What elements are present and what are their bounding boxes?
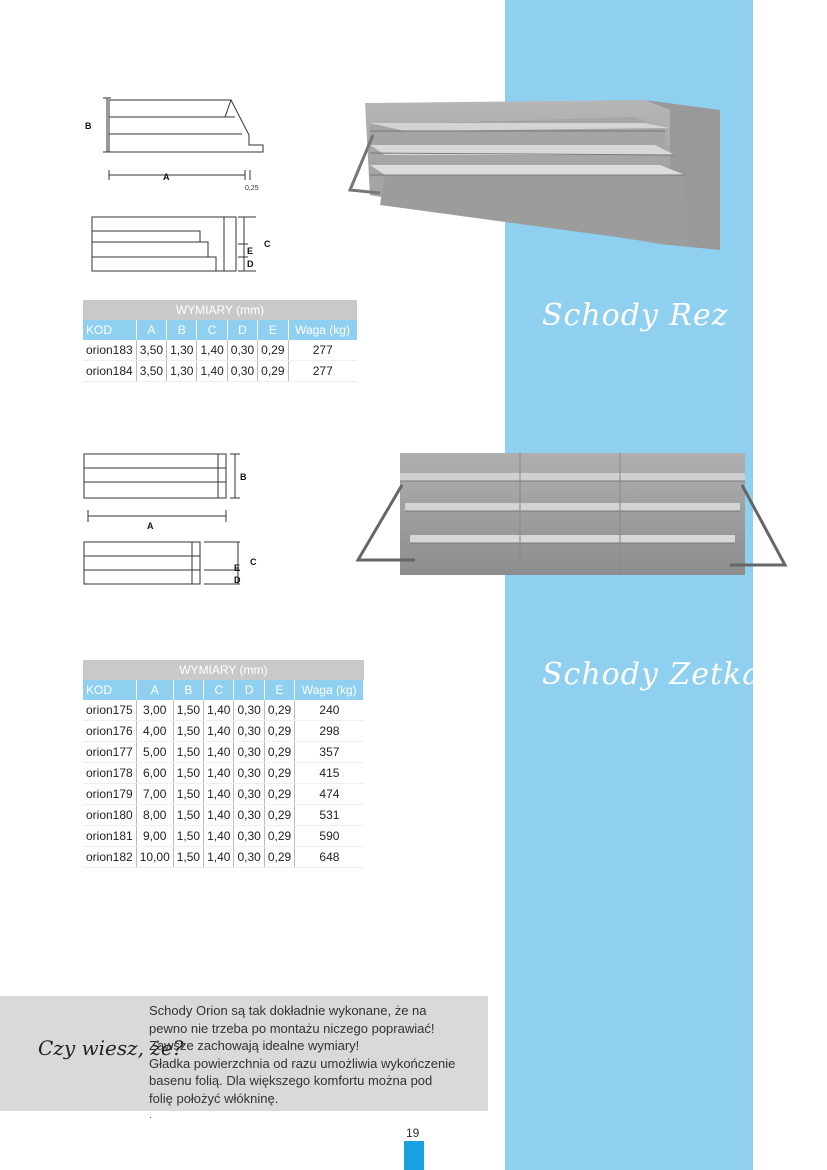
zetka-table-cell: 0,29 bbox=[264, 805, 294, 826]
did-you-know-line: Zawsze zachowają idealne wymiary! bbox=[149, 1038, 360, 1053]
rez-table-cell: 1,30 bbox=[167, 361, 197, 382]
rez-header-cell: A bbox=[136, 320, 166, 340]
rez-front-diagram bbox=[88, 212, 268, 274]
zetka-table-cell: 1,50 bbox=[173, 721, 203, 742]
table-row bbox=[83, 361, 357, 382]
page-tab-marker bbox=[404, 1141, 424, 1170]
rez-side-diagram bbox=[95, 95, 270, 195]
zetka-table-cell: 1,50 bbox=[173, 847, 203, 868]
zetka-table-cell: 0,29 bbox=[264, 700, 294, 721]
did-you-know-line: basenu folią. Dla większego komfortu można pod bbox=[149, 1073, 433, 1088]
zetka-title: Schody Zetka bbox=[542, 657, 762, 692]
zetka-side-diagram bbox=[80, 450, 245, 525]
zetka-table-cell: 3,00 bbox=[136, 700, 173, 721]
rez-header-cell: B bbox=[167, 320, 197, 340]
zetka-header-cell: B bbox=[173, 680, 203, 700]
table-row bbox=[83, 721, 364, 742]
zetka-table-cell: 4,00 bbox=[136, 721, 173, 742]
table-row bbox=[83, 340, 357, 361]
zetka-table-cell: 1,40 bbox=[204, 763, 234, 784]
zetka-table-cell: 1,50 bbox=[173, 805, 203, 826]
zetka-dim-a: A bbox=[147, 521, 154, 531]
zetka-table-cell: orion177 bbox=[83, 742, 136, 763]
rez-dim-a: A bbox=[163, 172, 170, 182]
zetka-table-cell: 0,30 bbox=[234, 847, 264, 868]
table-row bbox=[83, 784, 364, 805]
zetka-table-cell: 1,40 bbox=[204, 700, 234, 721]
zetka-table-cell: 0,29 bbox=[264, 742, 294, 763]
rez-spec-table bbox=[83, 300, 358, 382]
zetka-table-cell: orion179 bbox=[83, 784, 136, 805]
zetka-table-cell: 648 bbox=[295, 847, 364, 868]
rez-table-cell: 3,50 bbox=[136, 340, 166, 361]
rez-table-cell: 0,29 bbox=[258, 340, 288, 361]
zetka-table-cell: orion182 bbox=[83, 847, 136, 868]
rez-table-cell: 277 bbox=[288, 340, 357, 361]
zetka-table-cell: 0,30 bbox=[234, 742, 264, 763]
zetka-table-cell: orion175 bbox=[83, 700, 136, 721]
table-row bbox=[83, 826, 364, 847]
zetka-table-cell: 1,50 bbox=[173, 700, 203, 721]
zetka-table-cell: 0,30 bbox=[234, 784, 264, 805]
rez-dim-offset: 0,25 bbox=[245, 185, 259, 192]
zetka-table-cell: 0,30 bbox=[234, 721, 264, 742]
zetka-table-cell: 10,00 bbox=[136, 847, 173, 868]
page-number: 19 bbox=[406, 1126, 420, 1140]
zetka-table-cell: orion180 bbox=[83, 805, 136, 826]
zetka-table-cell: 0,30 bbox=[234, 700, 264, 721]
zetka-table-cell: 0,29 bbox=[264, 847, 294, 868]
rez-dim-e: E bbox=[247, 246, 254, 256]
zetka-header-cell: A bbox=[136, 680, 173, 700]
zetka-table-cell: 0,30 bbox=[234, 826, 264, 847]
zetka-dim-e: E bbox=[234, 563, 241, 573]
zetka-table-cell: 415 bbox=[295, 763, 364, 784]
zetka-table-cell: 0,29 bbox=[264, 721, 294, 742]
zetka-table-cell: 1,50 bbox=[173, 826, 203, 847]
zetka-table-cell: 1,40 bbox=[204, 826, 234, 847]
rez-header-cell: E bbox=[258, 320, 288, 340]
zetka-stairs-photo bbox=[350, 445, 790, 580]
zetka-header-cell: D bbox=[234, 680, 264, 700]
rez-table-cell: 0,30 bbox=[227, 340, 257, 361]
did-you-know-title: Czy wiesz, że? bbox=[38, 1036, 184, 1060]
rez-table-cell: 0,30 bbox=[227, 361, 257, 382]
zetka-table-cell: 0,29 bbox=[264, 763, 294, 784]
zetka-table-cell: orion176 bbox=[83, 721, 136, 742]
table-row bbox=[83, 847, 364, 868]
trailing-dot: . bbox=[149, 1110, 152, 1121]
rez-header-cell: Waga (kg) bbox=[288, 320, 357, 340]
rez-table-cell: orion184 bbox=[83, 361, 136, 382]
zetka-table-cell: 1,40 bbox=[204, 721, 234, 742]
zetka-header-cell: E bbox=[264, 680, 294, 700]
zetka-dim-c: C bbox=[250, 557, 257, 567]
rez-title: Schody Rez bbox=[542, 298, 729, 333]
rez-dim-c: C bbox=[264, 239, 271, 249]
zetka-table-cell: 5,00 bbox=[136, 742, 173, 763]
zetka-table-cell: 6,00 bbox=[136, 763, 173, 784]
rez-header-cell: D bbox=[227, 320, 257, 340]
zetka-header-cell: C bbox=[204, 680, 234, 700]
rez-group-label: WYMIARY (mm) bbox=[83, 300, 357, 320]
zetka-table-cell: 0,30 bbox=[234, 763, 264, 784]
zetka-table-cell: 8,00 bbox=[136, 805, 173, 826]
did-you-know-text bbox=[149, 1002, 489, 1107]
rez-table-cell: 1,40 bbox=[197, 361, 227, 382]
rez-dim-b: B bbox=[85, 121, 92, 131]
zetka-table-cell: 0,29 bbox=[264, 784, 294, 805]
did-you-know-line: folię położyć włókninę. bbox=[149, 1090, 279, 1106]
zetka-table-cell: 1,40 bbox=[204, 784, 234, 805]
zetka-table-cell: 474 bbox=[295, 784, 364, 805]
zetka-spec-table bbox=[83, 660, 364, 868]
rez-table-cell: orion183 bbox=[83, 340, 136, 361]
did-you-know-line: Schody Orion są tak dokładnie wykonane, że na bbox=[149, 1003, 427, 1018]
table-row bbox=[83, 700, 364, 721]
zetka-dim-d: D bbox=[234, 575, 241, 585]
zetka-front-diagram bbox=[80, 538, 250, 588]
zetka-table-cell: 531 bbox=[295, 805, 364, 826]
rez-header-cell: KOD bbox=[83, 320, 136, 340]
zetka-table-cell: 1,50 bbox=[173, 763, 203, 784]
zetka-table-cell: 357 bbox=[295, 742, 364, 763]
zetka-table-cell: 1,40 bbox=[204, 847, 234, 868]
zetka-table-cell: 0,30 bbox=[234, 805, 264, 826]
zetka-header-cell: Waga (kg) bbox=[295, 680, 364, 700]
table-row bbox=[83, 742, 364, 763]
rez-table-cell: 0,29 bbox=[258, 361, 288, 382]
zetka-table-cell: 0,29 bbox=[264, 826, 294, 847]
zetka-table-cell: 1,40 bbox=[204, 805, 234, 826]
did-you-know-line: Gładka powierzchnia od razu umożliwia wykończenie bbox=[149, 1055, 456, 1071]
rez-stairs-photo bbox=[345, 95, 730, 255]
zetka-table-cell: 7,00 bbox=[136, 784, 173, 805]
table-row bbox=[83, 805, 364, 826]
rez-dim-d: D bbox=[247, 259, 254, 269]
zetka-table-cell: orion181 bbox=[83, 826, 136, 847]
zetka-dim-b: B bbox=[240, 472, 247, 482]
rez-table-cell: 3,50 bbox=[136, 361, 166, 382]
rez-table-cell: 277 bbox=[288, 361, 357, 382]
zetka-table-cell: 9,00 bbox=[136, 826, 173, 847]
rez-header-cell: C bbox=[197, 320, 227, 340]
table-row bbox=[83, 763, 364, 784]
rez-table-cell: 1,30 bbox=[167, 340, 197, 361]
did-you-know-line: pewno nie trzeba po montażu niczego poprawiać! bbox=[149, 1020, 435, 1036]
rez-table-cell: 1,40 bbox=[197, 340, 227, 361]
zetka-table-cell: 1,50 bbox=[173, 784, 203, 805]
zetka-table-cell: orion178 bbox=[83, 763, 136, 784]
zetka-header-cell: KOD bbox=[83, 680, 136, 700]
zetka-table-cell: 1,40 bbox=[204, 742, 234, 763]
zetka-table-cell: 298 bbox=[295, 721, 364, 742]
zetka-table-cell: 240 bbox=[295, 700, 364, 721]
zetka-group-label: WYMIARY (mm) bbox=[83, 660, 364, 680]
zetka-table-cell: 590 bbox=[295, 826, 364, 847]
zetka-table-cell: 1,50 bbox=[173, 742, 203, 763]
